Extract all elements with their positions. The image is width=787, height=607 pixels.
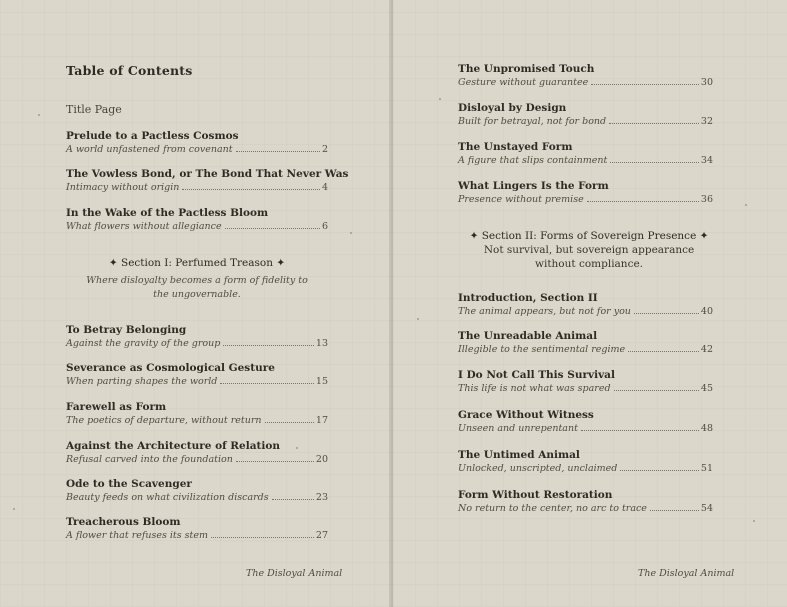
- toc-entry-title-page[interactable]: Title Page: [66, 103, 122, 116]
- entry-subtitle: A flower that refuses its stem: [66, 530, 208, 541]
- section-description: Where disloyalty becomes a form of fidelity to: [86, 275, 308, 286]
- entry-line: [458, 462, 713, 475]
- toc-entry[interactable]: [458, 409, 713, 435]
- entry-line: [66, 220, 328, 233]
- entry-line: [66, 414, 328, 427]
- entry-subtitle: Presence without premise: [458, 194, 584, 205]
- section-description: the ungovernable.: [153, 289, 241, 300]
- entry-line: [458, 502, 713, 515]
- entry-page-number: 42: [700, 344, 713, 355]
- toc-entry[interactable]: [458, 330, 713, 356]
- paper-speck: [439, 98, 441, 100]
- entry-title: Farewell as Form: [66, 401, 167, 413]
- paper-speck: [753, 520, 755, 522]
- entry-title: Against the Architecture of Relation: [66, 440, 280, 452]
- entry-page-number: 30: [700, 77, 713, 88]
- toc-entry[interactable]: [66, 130, 328, 156]
- entry-title: Introduction, Section II: [458, 292, 598, 304]
- entry-page-number: 23: [315, 492, 328, 503]
- entry-line: [66, 529, 328, 542]
- toc-entry[interactable]: [66, 168, 349, 194]
- dot-leader: [591, 84, 699, 85]
- entry-subtitle: When parting shapes the world: [66, 376, 218, 387]
- entry-line: [458, 343, 713, 356]
- entry-title: Treacherous Bloom: [66, 516, 181, 528]
- toc-entry[interactable]: [66, 440, 328, 466]
- entry-page-number: 4: [321, 182, 328, 193]
- toc-entry[interactable]: [66, 478, 328, 504]
- entry-subtitle: Unlocked, unscripted, unclaimed: [458, 463, 618, 474]
- entry-line: [458, 154, 713, 167]
- entry-title: The Vowless Bond, or The Bond That Never Was: [66, 168, 349, 180]
- entry-title: In the Wake of the Pactless Bloom: [66, 207, 269, 219]
- dot-leader: [610, 162, 699, 163]
- entry-page-number: 34: [700, 155, 713, 166]
- left-page: [0, 0, 393, 607]
- section-description: Not survival, but sovereign appearance: [483, 244, 695, 256]
- entry-title: The Unpromised Touch: [458, 63, 595, 75]
- entry-line: [458, 382, 713, 395]
- entry-title: The Unreadable Animal: [458, 330, 598, 342]
- toc-entry[interactable]: [66, 207, 328, 233]
- entry-subtitle: The animal appears, but not for you: [458, 306, 631, 317]
- entry-title: Disloyal by Design: [458, 102, 567, 114]
- dot-leader: [609, 123, 699, 124]
- entry-line: [458, 305, 713, 318]
- entry-page-number: 15: [315, 376, 328, 387]
- entry-title: Grace Without Witness: [458, 409, 594, 421]
- entry-subtitle: The poetics of departure, without return: [66, 415, 262, 426]
- entry-title: Severance as Cosmological Gesture: [66, 362, 275, 374]
- entry-page-number: 48: [700, 423, 713, 434]
- toc-entry[interactable]: [458, 141, 713, 167]
- entry-line: [458, 422, 713, 435]
- entry-subtitle: Illegible to the sentimental regime: [458, 344, 626, 355]
- entry-subtitle: Against the gravity of the group: [66, 338, 221, 349]
- entry-subtitle: What flowers without allegiance: [66, 221, 222, 232]
- paper-speck: [38, 114, 40, 116]
- dot-leader: [265, 422, 314, 423]
- dot-leader: [614, 390, 699, 391]
- entry-line: [458, 115, 713, 128]
- entry-subtitle: A figure that slips containment: [458, 155, 608, 166]
- entry-line: [458, 193, 713, 206]
- dot-leader: [272, 499, 314, 500]
- entry-title: Form Without Restoration: [458, 489, 613, 501]
- section-description: without compliance.: [534, 258, 644, 270]
- entry-subtitle: Gesture without guarantee: [458, 77, 589, 88]
- section-heading: ✦ Section II: Forms of Sovereign Presence ✦: [469, 230, 709, 242]
- toc-entry[interactable]: [458, 489, 713, 515]
- entry-title: To Betray Belonging: [66, 324, 187, 336]
- entry-page-number: 51: [700, 463, 713, 474]
- dot-leader: [620, 470, 699, 471]
- toc-entry[interactable]: [458, 102, 713, 128]
- dot-leader: [650, 510, 699, 511]
- dot-leader: [236, 151, 320, 152]
- entry-subtitle: No return to the center, no arc to trace: [458, 503, 647, 514]
- dot-leader: [628, 351, 699, 352]
- entry-subtitle: Built for betrayal, not for bond: [458, 116, 607, 127]
- entry-page-number: 17: [315, 415, 328, 426]
- toc-entry[interactable]: [66, 401, 328, 427]
- entry-title: I Do Not Call This Survival: [458, 369, 615, 381]
- entry-line: [66, 181, 328, 194]
- dot-leader: [182, 189, 320, 190]
- entry-page-number: 36: [700, 194, 713, 205]
- section-divider: [66, 256, 328, 302]
- entry-subtitle: Intimacy without origin: [66, 182, 180, 193]
- entry-page-number: 13: [315, 338, 328, 349]
- entry-page-number: 27: [315, 530, 328, 541]
- dot-leader: [236, 461, 314, 462]
- entry-title: The Unstayed Form: [458, 141, 573, 153]
- toc-entry[interactable]: [458, 180, 713, 206]
- running-footer: The Disloyal Animal: [638, 568, 735, 579]
- entry-line: [66, 491, 328, 504]
- dot-leader: [225, 228, 320, 229]
- entry-page-number: 20: [315, 454, 328, 465]
- section-divider: [458, 229, 720, 271]
- entry-page-number: 45: [700, 383, 713, 394]
- entry-line: [66, 337, 328, 350]
- entry-page-number: 40: [700, 306, 713, 317]
- entry-title: Ode to the Scavenger: [66, 478, 192, 490]
- entry-line: [66, 375, 328, 388]
- entry-title: The Untimed Animal: [458, 449, 580, 461]
- entry-page-number: 32: [700, 116, 713, 127]
- paper-speck: [417, 318, 419, 320]
- toc-entry[interactable]: [458, 292, 713, 318]
- entry-page-number: 54: [700, 503, 713, 514]
- paper-speck: [350, 232, 352, 234]
- entry-page-number: 2: [321, 144, 328, 155]
- toc-entry[interactable]: [66, 362, 328, 388]
- entry-title: Prelude to a Pactless Cosmos: [66, 130, 239, 142]
- entry-subtitle: Beauty feeds on what civilization discards: [66, 492, 269, 503]
- section-heading: ✦ Section I: Perfumed Treason ✦: [108, 257, 286, 269]
- dot-leader: [211, 537, 314, 538]
- toc-entry[interactable]: [66, 324, 328, 350]
- dot-leader: [634, 313, 699, 314]
- entry-subtitle: Refusal carved into the foundation: [66, 454, 233, 465]
- entry-line: [66, 143, 328, 156]
- toc-heading: Table of Contents: [66, 63, 193, 78]
- entry-page-number: 6: [321, 221, 328, 232]
- entry-subtitle: A world unfastened from covenant: [66, 144, 233, 155]
- entry-subtitle: This life is not what was spared: [458, 383, 611, 394]
- paper-speck: [745, 204, 747, 206]
- running-footer: The Disloyal Animal: [246, 568, 343, 579]
- entry-subtitle: Unseen and unrepentant: [458, 423, 578, 434]
- entry-title: What Lingers Is the Form: [458, 180, 609, 192]
- toc-entry[interactable]: [458, 449, 713, 475]
- paper-speck: [13, 508, 15, 510]
- toc-entry[interactable]: [458, 369, 713, 395]
- toc-entry[interactable]: [66, 516, 328, 542]
- dot-leader: [223, 345, 314, 346]
- paper-speck: [296, 447, 298, 449]
- dot-leader: [220, 383, 314, 384]
- right-page: [393, 0, 787, 607]
- dot-leader: [581, 430, 699, 431]
- dot-leader: [587, 201, 699, 202]
- toc-entry[interactable]: [458, 63, 713, 89]
- entry-line: [66, 453, 328, 466]
- entry-line: [458, 76, 713, 89]
